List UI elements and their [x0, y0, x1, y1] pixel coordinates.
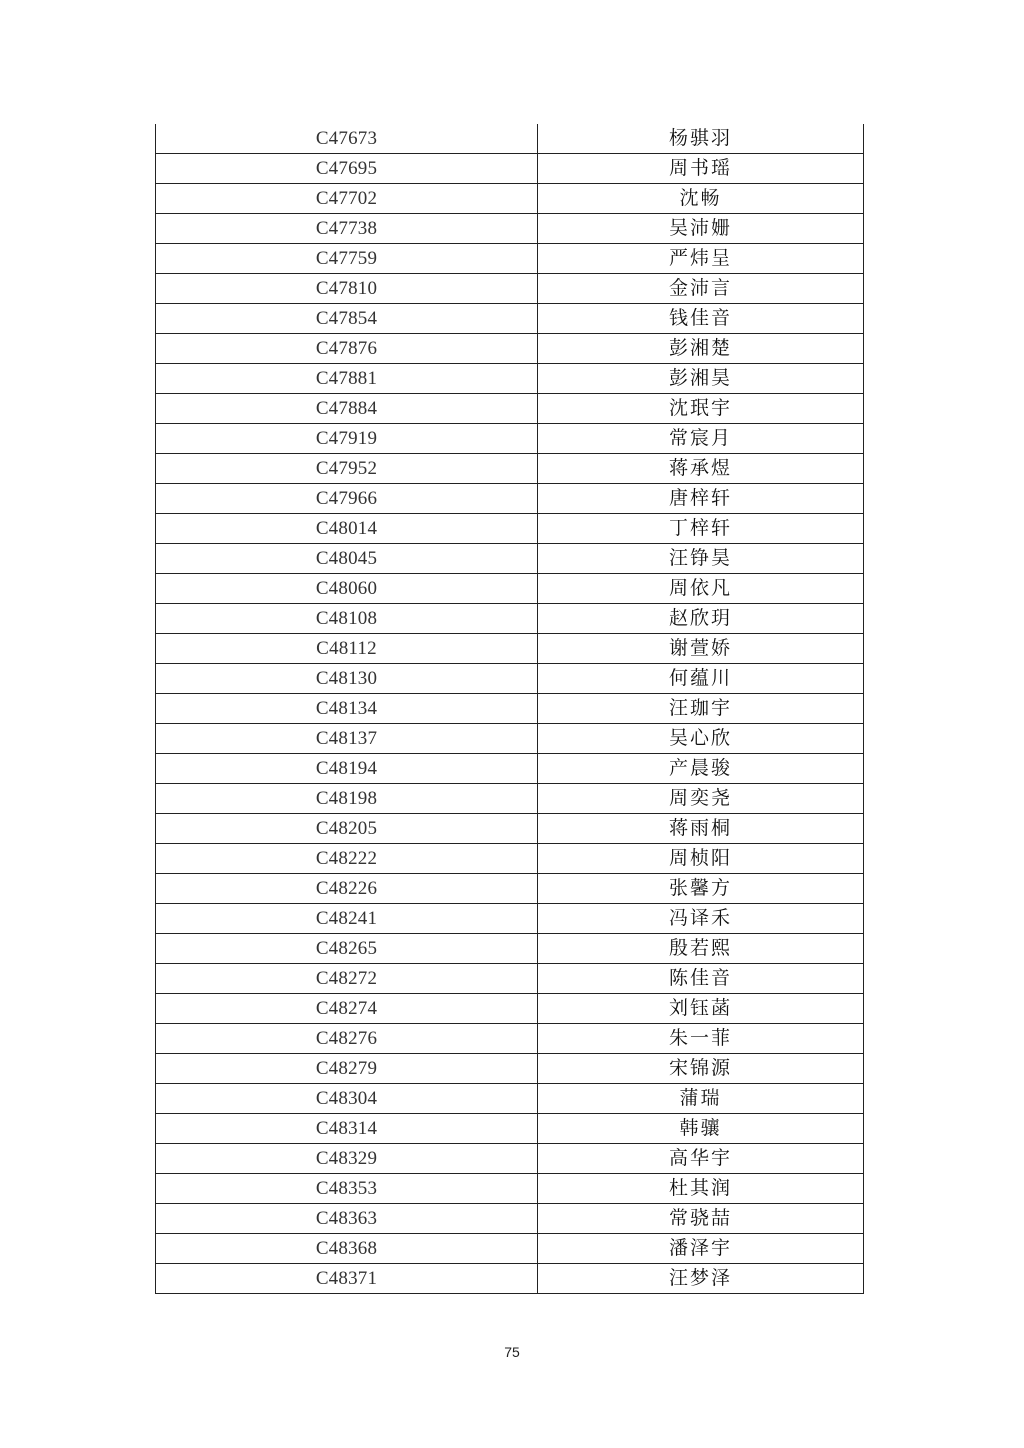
roster-table	[155, 124, 864, 1294]
candidate-id-cell: C48368	[156, 1234, 538, 1264]
candidate-name-cell: 丁梓轩	[538, 514, 864, 544]
candidate-name-cell: 周书瑶	[538, 154, 864, 184]
candidate-name-cell: 高华宇	[538, 1144, 864, 1174]
table-row	[156, 304, 864, 334]
candidate-name-cell: 彭湘楚	[538, 334, 864, 364]
candidate-name-cell: 金沛言	[538, 274, 864, 304]
candidate-name-cell: 冯译禾	[538, 904, 864, 934]
candidate-id-cell: C48014	[156, 514, 538, 544]
candidate-name-cell: 何蕴川	[538, 664, 864, 694]
candidate-name-cell: 周依凡	[538, 574, 864, 604]
candidate-id-cell: C48274	[156, 994, 538, 1024]
candidate-id-cell: C48353	[156, 1174, 538, 1204]
table-row	[156, 1204, 864, 1234]
candidate-id-cell: C48265	[156, 934, 538, 964]
candidate-name-cell: 严炜呈	[538, 244, 864, 274]
roster-table-body	[156, 124, 864, 1294]
table-row	[156, 994, 864, 1024]
candidate-id-cell: C48198	[156, 784, 538, 814]
candidate-id-cell: C47919	[156, 424, 538, 454]
candidate-id-cell: C48060	[156, 574, 538, 604]
candidate-name-cell: 朱一菲	[538, 1024, 864, 1054]
table-row	[156, 514, 864, 544]
candidate-name-cell: 殷若熙	[538, 934, 864, 964]
table-row	[156, 1084, 864, 1114]
candidate-id-cell: C47738	[156, 214, 538, 244]
table-row	[156, 454, 864, 484]
table-row	[156, 814, 864, 844]
candidate-name-cell: 唐梓轩	[538, 484, 864, 514]
table-row	[156, 604, 864, 634]
table-row	[156, 874, 864, 904]
table-row	[156, 1174, 864, 1204]
candidate-name-cell: 周桢阳	[538, 844, 864, 874]
table-row	[156, 934, 864, 964]
table-row	[156, 1114, 864, 1144]
candidate-id-cell: C48205	[156, 814, 538, 844]
candidate-id-cell: C47810	[156, 274, 538, 304]
candidate-name-cell: 常宸月	[538, 424, 864, 454]
table-row	[156, 244, 864, 274]
candidate-name-cell: 彭湘昊	[538, 364, 864, 394]
candidate-name-cell: 汪珈宇	[538, 694, 864, 724]
candidate-name-cell: 常骁喆	[538, 1204, 864, 1234]
table-row	[156, 1144, 864, 1174]
candidate-name-cell: 宋锦源	[538, 1054, 864, 1084]
candidate-name-cell: 刘钰菡	[538, 994, 864, 1024]
table-row	[156, 634, 864, 664]
candidate-id-cell: C48222	[156, 844, 538, 874]
table-row	[156, 424, 864, 454]
candidate-name-cell: 陈佳音	[538, 964, 864, 994]
table-row	[156, 154, 864, 184]
table-row	[156, 184, 864, 214]
candidate-name-cell: 沈畅	[538, 184, 864, 214]
candidate-id-cell: C48272	[156, 964, 538, 994]
table-row	[156, 214, 864, 244]
table-row	[156, 844, 864, 874]
candidate-id-cell: C48363	[156, 1204, 538, 1234]
table-row	[156, 484, 864, 514]
candidate-id-cell: C48304	[156, 1084, 538, 1114]
candidate-id-cell: C47876	[156, 334, 538, 364]
candidate-id-cell: C47702	[156, 184, 538, 214]
candidate-id-cell: C47884	[156, 394, 538, 424]
candidate-name-cell: 产晨骏	[538, 754, 864, 784]
candidate-name-cell: 蒋承煜	[538, 454, 864, 484]
candidate-name-cell: 沈珉宇	[538, 394, 864, 424]
candidate-name-cell: 潘泽宇	[538, 1234, 864, 1264]
candidate-name-cell: 钱佳音	[538, 304, 864, 334]
table-row	[156, 334, 864, 364]
table-row	[156, 904, 864, 934]
table-row	[156, 274, 864, 304]
table-row	[156, 544, 864, 574]
table-row	[156, 694, 864, 724]
candidate-id-cell: C47673	[156, 124, 538, 154]
table-row	[156, 1264, 864, 1294]
candidate-id-cell: C47952	[156, 454, 538, 484]
candidate-name-cell: 汪梦泽	[538, 1264, 864, 1294]
page-number: 75	[504, 1344, 520, 1360]
candidate-id-cell: C48108	[156, 604, 538, 634]
candidate-id-cell: C47854	[156, 304, 538, 334]
candidate-name-cell: 赵欣玥	[538, 604, 864, 634]
table-row	[156, 1054, 864, 1084]
candidate-id-cell: C48276	[156, 1024, 538, 1054]
candidate-id-cell: C48045	[156, 544, 538, 574]
candidate-name-cell: 谢萱娇	[538, 634, 864, 664]
table-row	[156, 784, 864, 814]
candidate-name-cell: 汪铮昊	[538, 544, 864, 574]
candidate-name-cell: 蒋雨桐	[538, 814, 864, 844]
table-row	[156, 1024, 864, 1054]
table-row	[156, 724, 864, 754]
candidate-name-cell: 吴心欣	[538, 724, 864, 754]
table-row	[156, 664, 864, 694]
candidate-name-cell: 张馨方	[538, 874, 864, 904]
table-row	[156, 124, 864, 154]
table-row	[156, 754, 864, 784]
table-row	[156, 364, 864, 394]
candidate-id-cell: C47881	[156, 364, 538, 394]
candidate-id-cell: C48137	[156, 724, 538, 754]
candidate-id-cell: C48112	[156, 634, 538, 664]
table-row	[156, 964, 864, 994]
candidate-id-cell: C48194	[156, 754, 538, 784]
table-row	[156, 394, 864, 424]
candidate-name-cell: 杜其润	[538, 1174, 864, 1204]
table-row	[156, 574, 864, 604]
candidate-id-cell: C48241	[156, 904, 538, 934]
candidate-name-cell: 蒲瑞	[538, 1084, 864, 1114]
table-row	[156, 1234, 864, 1264]
candidate-id-cell: C48371	[156, 1264, 538, 1294]
candidate-name-cell: 杨骐羽	[538, 124, 864, 154]
candidate-name-cell: 周奕尧	[538, 784, 864, 814]
candidate-id-cell: C48314	[156, 1114, 538, 1144]
candidate-id-cell: C48279	[156, 1054, 538, 1084]
candidate-id-cell: C47759	[156, 244, 538, 274]
candidate-id-cell: C48134	[156, 694, 538, 724]
candidate-id-cell: C48130	[156, 664, 538, 694]
candidate-name-cell: 韩骧	[538, 1114, 864, 1144]
candidate-id-cell: C47695	[156, 154, 538, 184]
candidate-id-cell: C48329	[156, 1144, 538, 1174]
candidate-id-cell: C47966	[156, 484, 538, 514]
candidate-id-cell: C48226	[156, 874, 538, 904]
candidate-name-cell: 吴沛姗	[538, 214, 864, 244]
